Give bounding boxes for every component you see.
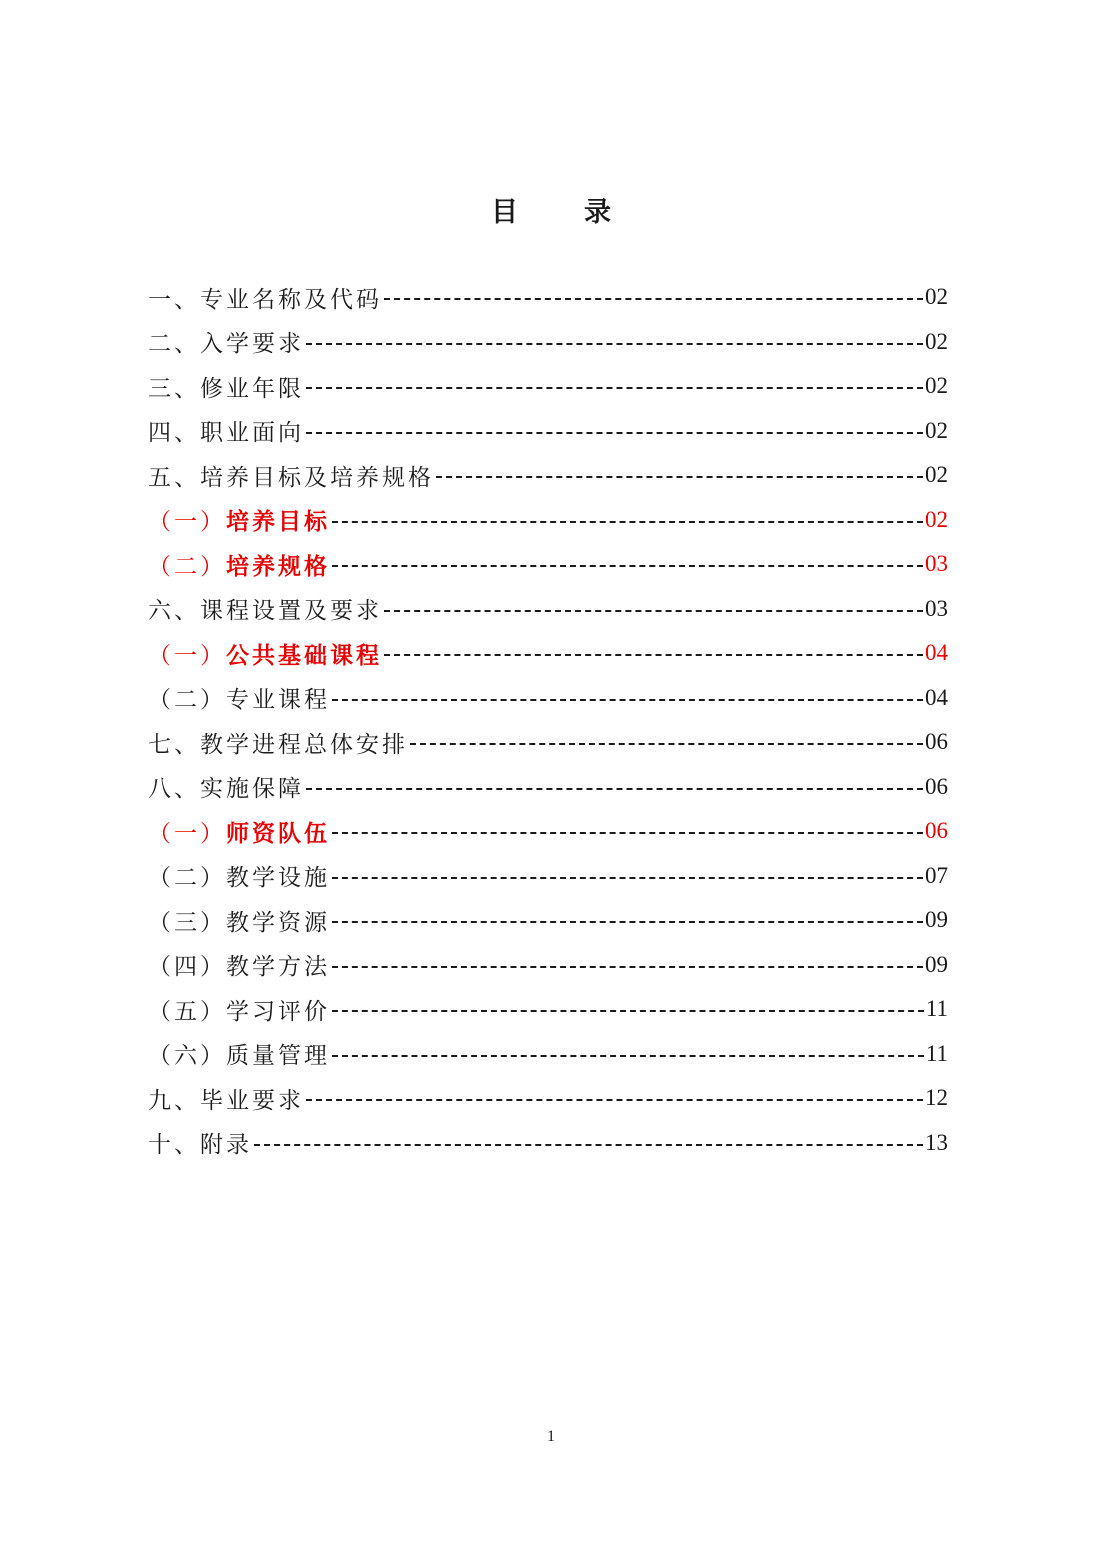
toc-entry[interactable] (148, 676, 948, 721)
toc-entry-page: 02 (925, 417, 948, 443)
toc-entry-text: （二）教学设施 (148, 865, 330, 892)
toc-entry-page: 03 (925, 551, 948, 577)
toc-leader-dashes (306, 343, 923, 345)
toc-leader-dashes (306, 1099, 923, 1101)
toc-entry[interactable] (148, 364, 948, 409)
title-part-1: 目 (491, 197, 518, 228)
toc-entry-text: 十、附录 (148, 1132, 252, 1159)
toc-leader-dashes (410, 743, 923, 745)
toc-leader-dashes (332, 699, 923, 701)
toc-entry-label (148, 548, 330, 581)
toc-entry-label (148, 859, 330, 892)
toc-entry[interactable] (148, 409, 948, 454)
toc-entry-label (148, 1126, 252, 1159)
toc-entry-page: 02 (925, 328, 948, 354)
toc-entry-prefix: （一） (148, 820, 226, 847)
toc-entry[interactable] (148, 987, 948, 1032)
toc-entry-text: 公共基础课程 (226, 642, 382, 669)
toc-leader-dashes (436, 476, 923, 478)
toc-entry[interactable] (148, 765, 948, 810)
toc-entry-label (148, 726, 408, 759)
toc-entry[interactable] (148, 453, 948, 498)
toc-entry-label (148, 1037, 330, 1070)
toc-entry-page: 11 (925, 1040, 948, 1066)
toc-entry-label (148, 414, 304, 447)
page-number: 1 (547, 1428, 555, 1445)
toc-entry-label (148, 948, 330, 981)
toc-entry-label (148, 770, 304, 803)
toc-entry[interactable] (148, 943, 948, 988)
toc-entry[interactable] (148, 320, 948, 365)
toc-entry-text: 师资队伍 (226, 820, 330, 847)
toc-leader-dashes (332, 565, 923, 567)
toc-entry-page: 06 (925, 818, 948, 844)
toc-entry[interactable] (148, 587, 948, 632)
toc-entry[interactable] (148, 1032, 948, 1077)
toc-leader-dashes (332, 1010, 924, 1012)
toc-entry-page: 13 (925, 1129, 948, 1155)
toc-entry[interactable] (148, 854, 948, 899)
toc-entry-page: 07 (925, 862, 948, 888)
toc-entry-label (148, 904, 330, 937)
toc-entry-text: 七、教学进程总体安排 (148, 731, 408, 758)
toc-leader-dashes (306, 387, 923, 389)
toc-entry-text: （六）质量管理 (148, 1043, 330, 1070)
toc-entry[interactable] (148, 898, 948, 943)
toc-leader-dashes (332, 877, 923, 879)
toc-entry-label (148, 592, 382, 625)
toc-leader-dashes (384, 654, 923, 656)
toc-leader-dashes (306, 788, 923, 790)
toc-entry-page: 06 (925, 773, 948, 799)
toc-entry[interactable] (148, 809, 948, 854)
toc-entry-text: 三、修业年限 (148, 375, 304, 402)
toc-entry-label (148, 503, 330, 536)
toc-entry-label (148, 993, 330, 1026)
toc-entry-label (148, 1082, 304, 1115)
toc-entry-page: 03 (925, 595, 948, 621)
toc-entry-label (148, 325, 304, 358)
toc-entry-text: 二、入学要求 (148, 331, 304, 358)
toc-entry-label (148, 815, 330, 848)
toc-entry-prefix: （一） (148, 642, 226, 669)
toc-entry-page: 02 (925, 373, 948, 399)
toc-entry-prefix: （一） (148, 509, 226, 536)
toc-entry-text: （三）教学资源 (148, 909, 330, 936)
toc-entry-text: 六、课程设置及要求 (148, 598, 382, 625)
toc-leader-dashes (332, 921, 923, 923)
page-title (0, 193, 1102, 233)
toc-entry-page: 11 (925, 996, 948, 1022)
toc-entry-page: 06 (925, 729, 948, 755)
toc-entry-text: 四、职业面向 (148, 420, 304, 447)
toc-entry-text: （二）专业课程 (148, 687, 330, 714)
toc-leader-dashes (306, 432, 923, 434)
toc-entry-page: 12 (925, 1085, 948, 1111)
toc-entry-page: 09 (925, 907, 948, 933)
toc-leader-dashes (332, 832, 923, 834)
toc-entry-text: 九、毕业要求 (148, 1087, 304, 1114)
title-part-2: 录 (584, 197, 611, 228)
toc-entry-text: 八、实施保障 (148, 776, 304, 803)
toc-entry-prefix: （二） (148, 553, 226, 580)
toc-entry-text: 一、专业名称及代码 (148, 286, 382, 313)
toc-leader-dashes (332, 966, 923, 968)
toc-entry-text: 培养目标 (226, 509, 330, 536)
toc-entry-page: 04 (925, 684, 948, 710)
toc-entry[interactable] (148, 498, 948, 543)
toc-entry[interactable] (148, 720, 948, 765)
toc-entry-label (148, 637, 382, 670)
toc-entry[interactable] (148, 631, 948, 676)
toc-entry-text: 培养规格 (226, 553, 330, 580)
toc-leader-dashes (384, 298, 923, 300)
toc-entry[interactable] (148, 1121, 948, 1166)
toc-entry-label (148, 681, 330, 714)
toc-entry[interactable] (148, 1076, 948, 1121)
toc-entry-label (148, 370, 304, 403)
toc-entry-page: 04 (925, 640, 948, 666)
toc-entry[interactable] (148, 275, 948, 320)
toc-entry-page: 02 (925, 284, 948, 310)
toc-entry-label (148, 281, 382, 314)
toc-entry-text: （四）教学方法 (148, 954, 330, 981)
toc-leader-dashes (254, 1144, 923, 1146)
toc-leader-dashes (332, 1055, 924, 1057)
toc-entry-label (148, 459, 434, 492)
toc-entry-text: 五、培养目标及培养规格 (148, 464, 434, 491)
toc-leader-dashes (384, 610, 923, 612)
toc-leader-dashes (332, 521, 923, 523)
toc-entry-page: 02 (925, 506, 948, 532)
toc-entry-page: 02 (925, 462, 948, 488)
table-of-contents (148, 275, 948, 1165)
toc-entry[interactable] (148, 542, 948, 587)
toc-entry-text: （五）学习评价 (148, 998, 330, 1025)
toc-entry-page: 09 (925, 951, 948, 977)
